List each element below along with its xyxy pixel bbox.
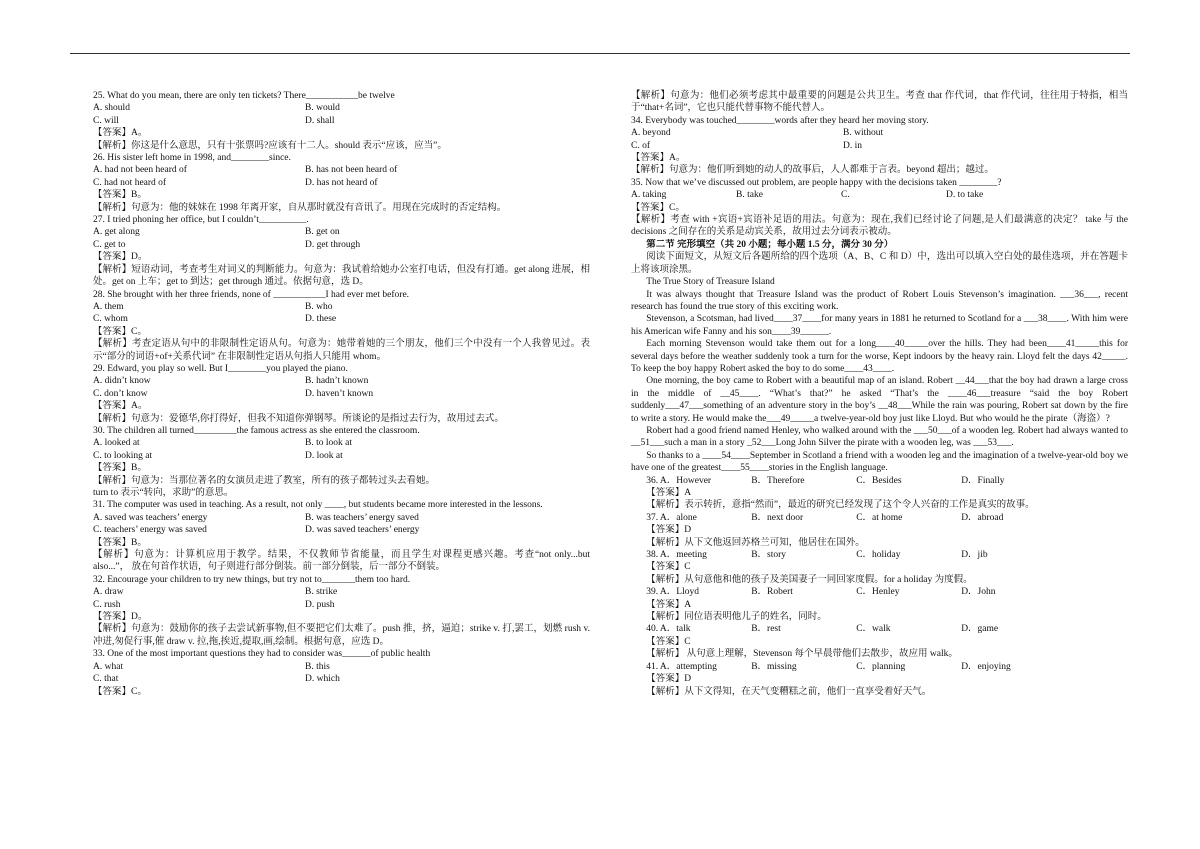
text-line: 【答案】C。 [93,326,147,337]
text-line: 【解析】从句意他和他的孩子及美国妻子一同回家度假。for a holiday 为度假。 [646,574,973,585]
option: A. looked at [93,438,140,449]
options-row [93,437,590,449]
option: 36. A．However [646,475,712,486]
option: B．Robert [751,587,793,598]
text-line: 【答案】B。 [93,537,147,548]
option: D. which [305,674,340,685]
option: B. without [843,128,884,139]
text-line: 【答案】C。 [93,686,147,697]
option: D. these [305,314,337,325]
option: A. get along [93,227,140,238]
options-row [93,512,590,524]
options-row [93,301,590,313]
options-row [631,127,1128,139]
options-row [631,549,1128,561]
option: A. beyond [631,128,671,139]
option: C. to looking at [93,450,153,461]
option: C. don’t know [93,388,148,399]
option: A. taking [631,190,667,201]
text-line: 35. Now that we’ve discussed out problem, are people happy with the decisions taken ________? [631,177,1002,188]
option: C. [841,190,850,201]
text-line: 【解析】从下文他返回苏格兰可知，他居住在国外。 [646,537,865,548]
option: C．planning [856,661,906,672]
text-line: 【答案】B。 [93,190,147,201]
text-line: 【答案】D [646,525,692,536]
option: D．John [961,587,996,598]
options-row [93,239,590,251]
text-line: So thanks to a ____54____September in Scotland a friend with a wooden leg and the imagination of a twelve-year-old boy we have one of the greatest____55____stories in the English language. [631,450,1128,474]
text-line: 25. What do you mean, there are only ten tickets? There___________be twelve [93,91,395,101]
option: D. in [843,140,862,151]
option: A. should [93,103,130,114]
options-row [93,524,590,536]
option: A. what [93,661,124,672]
options-row [93,388,590,400]
options-row [631,623,1128,635]
text-line: 【解析】从下文得知，在天气变糟糕之前，他们一直享受着好天气。 [646,686,932,697]
text-line: 32. Encourage your children to try new things, but try not to_______them too hard. [93,574,411,585]
option: D．abroad [961,512,1004,523]
option: D．game [961,624,999,635]
options-row [93,586,590,598]
text-line: 26. His sister left home in 1998, and________since. [93,153,291,164]
text-line: Stevenson, a Scotsman, had lived____37____for many years in 1881 he returned to Scotland for a ___38____. With him were his American wife Fanny and his son____39______. [631,314,1128,337]
option: C. teachers’ energy was saved [93,525,207,536]
option: B. was teachers’ energy saved [305,512,419,523]
options-row [631,475,1128,487]
option: B．story [751,550,787,561]
text-line: 阅读下面短文，从短文后各题所给的四个选项（A、B、C 和 D）中，选出可以填入空白处的最佳选项，并在答题卡上将该项涂黑。 [631,252,1128,275]
option: C．holiday [856,550,901,561]
option: A. them [93,301,124,312]
text-line: 【答案】C。 [631,202,685,213]
text-line: 【解析】考查 with +宾语+宾语补足语的用法。句意为：现在,我们已经讨论了问题,是人们最满意的决定？ take 与 the decisions 之间存在的关系是动宾关系，故用过去分词表示被动。 [631,215,1128,238]
options-row [93,313,590,325]
text-line: It was always thought that Treasure Island was the product of Robert Louis Stevenson’s imagination. ___36___, recent research has found the true story of this exciting work. [631,289,1128,312]
text-line: 【解析】你这是什么意思，只有十张票吗?应该有十二人。should 表示“应该，应当”。 [93,140,447,151]
option: B. would [305,103,340,114]
option: C. that [93,674,119,685]
option: D．jib [961,550,988,561]
options-row [631,189,1128,201]
options-row [93,450,590,462]
text-line: 【解析】句意为：他们必须考虑其中最重要的问题是公共卫生。考查 that 作代词，that 作代词，往往用于特指，相当于“that+名词”，它也只能代替事物不能代替人。 [631,91,1128,114]
text-line: turn to 表示“转向，求助”的意思。 [93,488,234,498]
options-row [93,102,590,114]
text-line: 【答案】A。 [631,153,686,164]
option: C．Henley [856,587,900,598]
option: C. of [631,140,650,151]
options-row [93,164,590,176]
text-line: 【答案】C [646,562,691,573]
text-line: 【答案】C [646,636,691,647]
option: A. draw [93,587,124,598]
option: 40. A．talk [646,624,691,635]
option: A. had not been heard of [93,165,187,176]
option: B. hadn’t known [305,376,369,387]
text-line: 【解析】句意为：他的妹妹在 1998 年离开家，自从那时就没有音讯了。用现在完成时的否定结构。 [93,202,507,213]
text-line: 34. Everybody was touched________words after they heard her moving story. [631,115,929,126]
option: D．enjoying [961,661,1011,672]
option: B. strike [305,587,338,598]
text-line: 【答案】B。 [93,463,147,474]
option: B. to look at [305,438,352,449]
option: B. this [305,661,330,672]
option: B. get on [305,227,340,238]
option: D. has not heard of [305,177,378,188]
options-row [631,140,1128,152]
options-row [631,661,1128,673]
option: 37. A．alone [646,512,697,523]
text-line: 【解析】短语动词，考查考生对词义的判断能力。句意为：我试着给她办公室打电话，但没有打通。get along 进展，相处。get on 上车；get to 到达；get through 通过。依据句意，选 D。 [93,264,590,288]
option: 38. A．meeting [646,550,707,561]
option: C．walk [856,624,891,635]
option: C. will [93,115,119,126]
option: 39. A．Lloyd [646,587,699,598]
option: C．Besides [856,475,902,486]
option: D. haven’t known [305,388,374,399]
right-column [631,90,1128,698]
left-column [93,90,590,698]
options-row [93,599,590,611]
text-line: 【答案】D。 [93,612,148,623]
text-line: 28. She brought with her three friends, none of ___________I had ever met before. [93,289,410,300]
text-line: 【解析】表示转折，意指“然而”，最近的研究已经发现了这个令人兴奋的工作是真实的故事。 [646,500,1035,511]
option: D. shall [305,115,335,126]
text-line: 【解析】考查定语从句中的非限制性定语从句。句意为：她带着她的三个朋友，他们三个中没有一个人我曾见过。表示“部分的词语+of+关系代词” 在非限制性定语从句指人只能用 whom。 [93,339,590,362]
text-line: 【解析】 从句意上理解，Stevenson 每个早晨带他们去散步，故应用 walk。 [646,649,958,660]
option: D. was saved teachers’ energy [305,525,420,536]
text-line: 【解析】句意为：爱德华,你打得好，但我不知道你弹钢琴。所谈论的是指过去行为，故用过去式。 [93,413,504,424]
text-line: One morning, the boy came to Robert with a beautiful map of an island. Robert __44___that the boy had drawn a large cross in the middle of __45____. “What’s that?” he asked “That’s the ____46___treasure “said the boy Robert suddenly___47___something of an adventure story in the boy’s __48___While the rain was pouring, Robert sat down by the fire to write a story. He would make the___49_____a twelve-year-old boy just like Lloyd. But who would he the pirate（海盗）? [631,376,1128,424]
text-line: 31. The computer was used in teaching. As a result, not only ____, but students became more interested in the lessons. [93,500,543,511]
options-row [93,177,590,189]
option: B. take [736,190,763,201]
text-line: 【解析】句意为：他们听到她的动人的故事后，人人都难于言表。beyond 超出；越过。 [631,165,994,176]
option: C. get to [93,239,126,250]
option: A. saved was teachers’ energy [93,512,208,523]
text-line: 【解析】句意为：鼓励你的孩子去尝试新事物,但不要把它们太难了。push 推，挤，逼迫；strike v. 打,罢工，划燃 rush v. 冲进,匆促行事,催 draw v. 拉,拖,挨近,提取,画,绘制。根据句意，应选 D。 [93,624,590,647]
option: C. had not heard of [93,177,167,188]
option: A. didn’t know [93,376,151,387]
text-line: Each morning Stevenson would take them out for a long____40_____over the hills. They had been____41_____this for several days before the weather suddenly took a turn for the worse, Kept indoors by the heavy rain. Lloyd felt the days 42_____. To keep the boy happy Robert asked the boy to do some____43____. [631,339,1128,374]
text-line: 30. The children all turned_________the famous actress as she entered the classroom. [93,425,420,436]
option: B．rest [751,624,781,635]
option: D. to take [946,190,984,201]
text-line: 29. Edward, you play so well. But I________you played the piano. [93,363,348,374]
text-line: 【答案】D。 [93,252,148,263]
options-row [631,586,1128,598]
option: B．Therefore [751,475,805,486]
option: B．missing [751,661,797,672]
text-line: 第二节 完形填空（共 20 小题；每小题 1.5 分，满分 30 分） [646,239,894,250]
option: D. push [305,599,335,610]
text-line: 【答案】A。 [93,401,148,412]
text-line: 【答案】A [646,488,692,498]
option: C. rush [93,599,121,610]
options-row [93,661,590,673]
options-row [93,115,590,127]
options-row [93,375,590,387]
option: C．at home [856,512,903,523]
option: B. has not been heard of [305,165,398,176]
text-line: 【答案】A。 [93,128,148,139]
text-line: 【解析】句意为：当那位著名的女演员走进了教室，所有的孩子都转过头去看她。 [93,475,436,486]
text-line: 【解析】句意为：计算机应用于教学。结果，不仅教师节省能量，而且学生对课程更感兴趣。考查“not only...but also...”， 放在句首作状语，句子则进行部分倒装。前一部分倒装，后一部分不倒装。 [93,550,590,573]
option: D．Finally [961,475,1005,486]
option: 41. A．attempting [646,661,717,672]
option: D. look at [305,450,343,461]
option: B．next door [751,512,804,523]
text-line: 33. One of the most important questions they had to consider was______of public health [93,649,431,660]
text-line: The True Story of Treasure Island [646,277,775,288]
options-row [93,673,590,685]
option: C. whom [93,314,128,325]
text-line: 【答案】D [646,674,692,685]
options-row [93,226,590,238]
text-line: Robert had a good friend named Henley, who walked around with the ___50___of a wooden leg. Robert had always wanted to __51___such a man in a story _52___Long John Silver the pirate with a wooden leg, was ___53___. [631,425,1128,449]
text-line: 【答案】A [646,599,692,610]
option: D. get through [305,239,361,250]
text-line: 27. I tried phoning her office, but I couldn’t__________. [93,215,309,226]
text-line: 【解析】同位语表明他儿子的姓名，同时。 [646,612,827,623]
option: B. who [305,301,333,312]
header-rule [70,53,1130,54]
options-row [631,512,1128,524]
